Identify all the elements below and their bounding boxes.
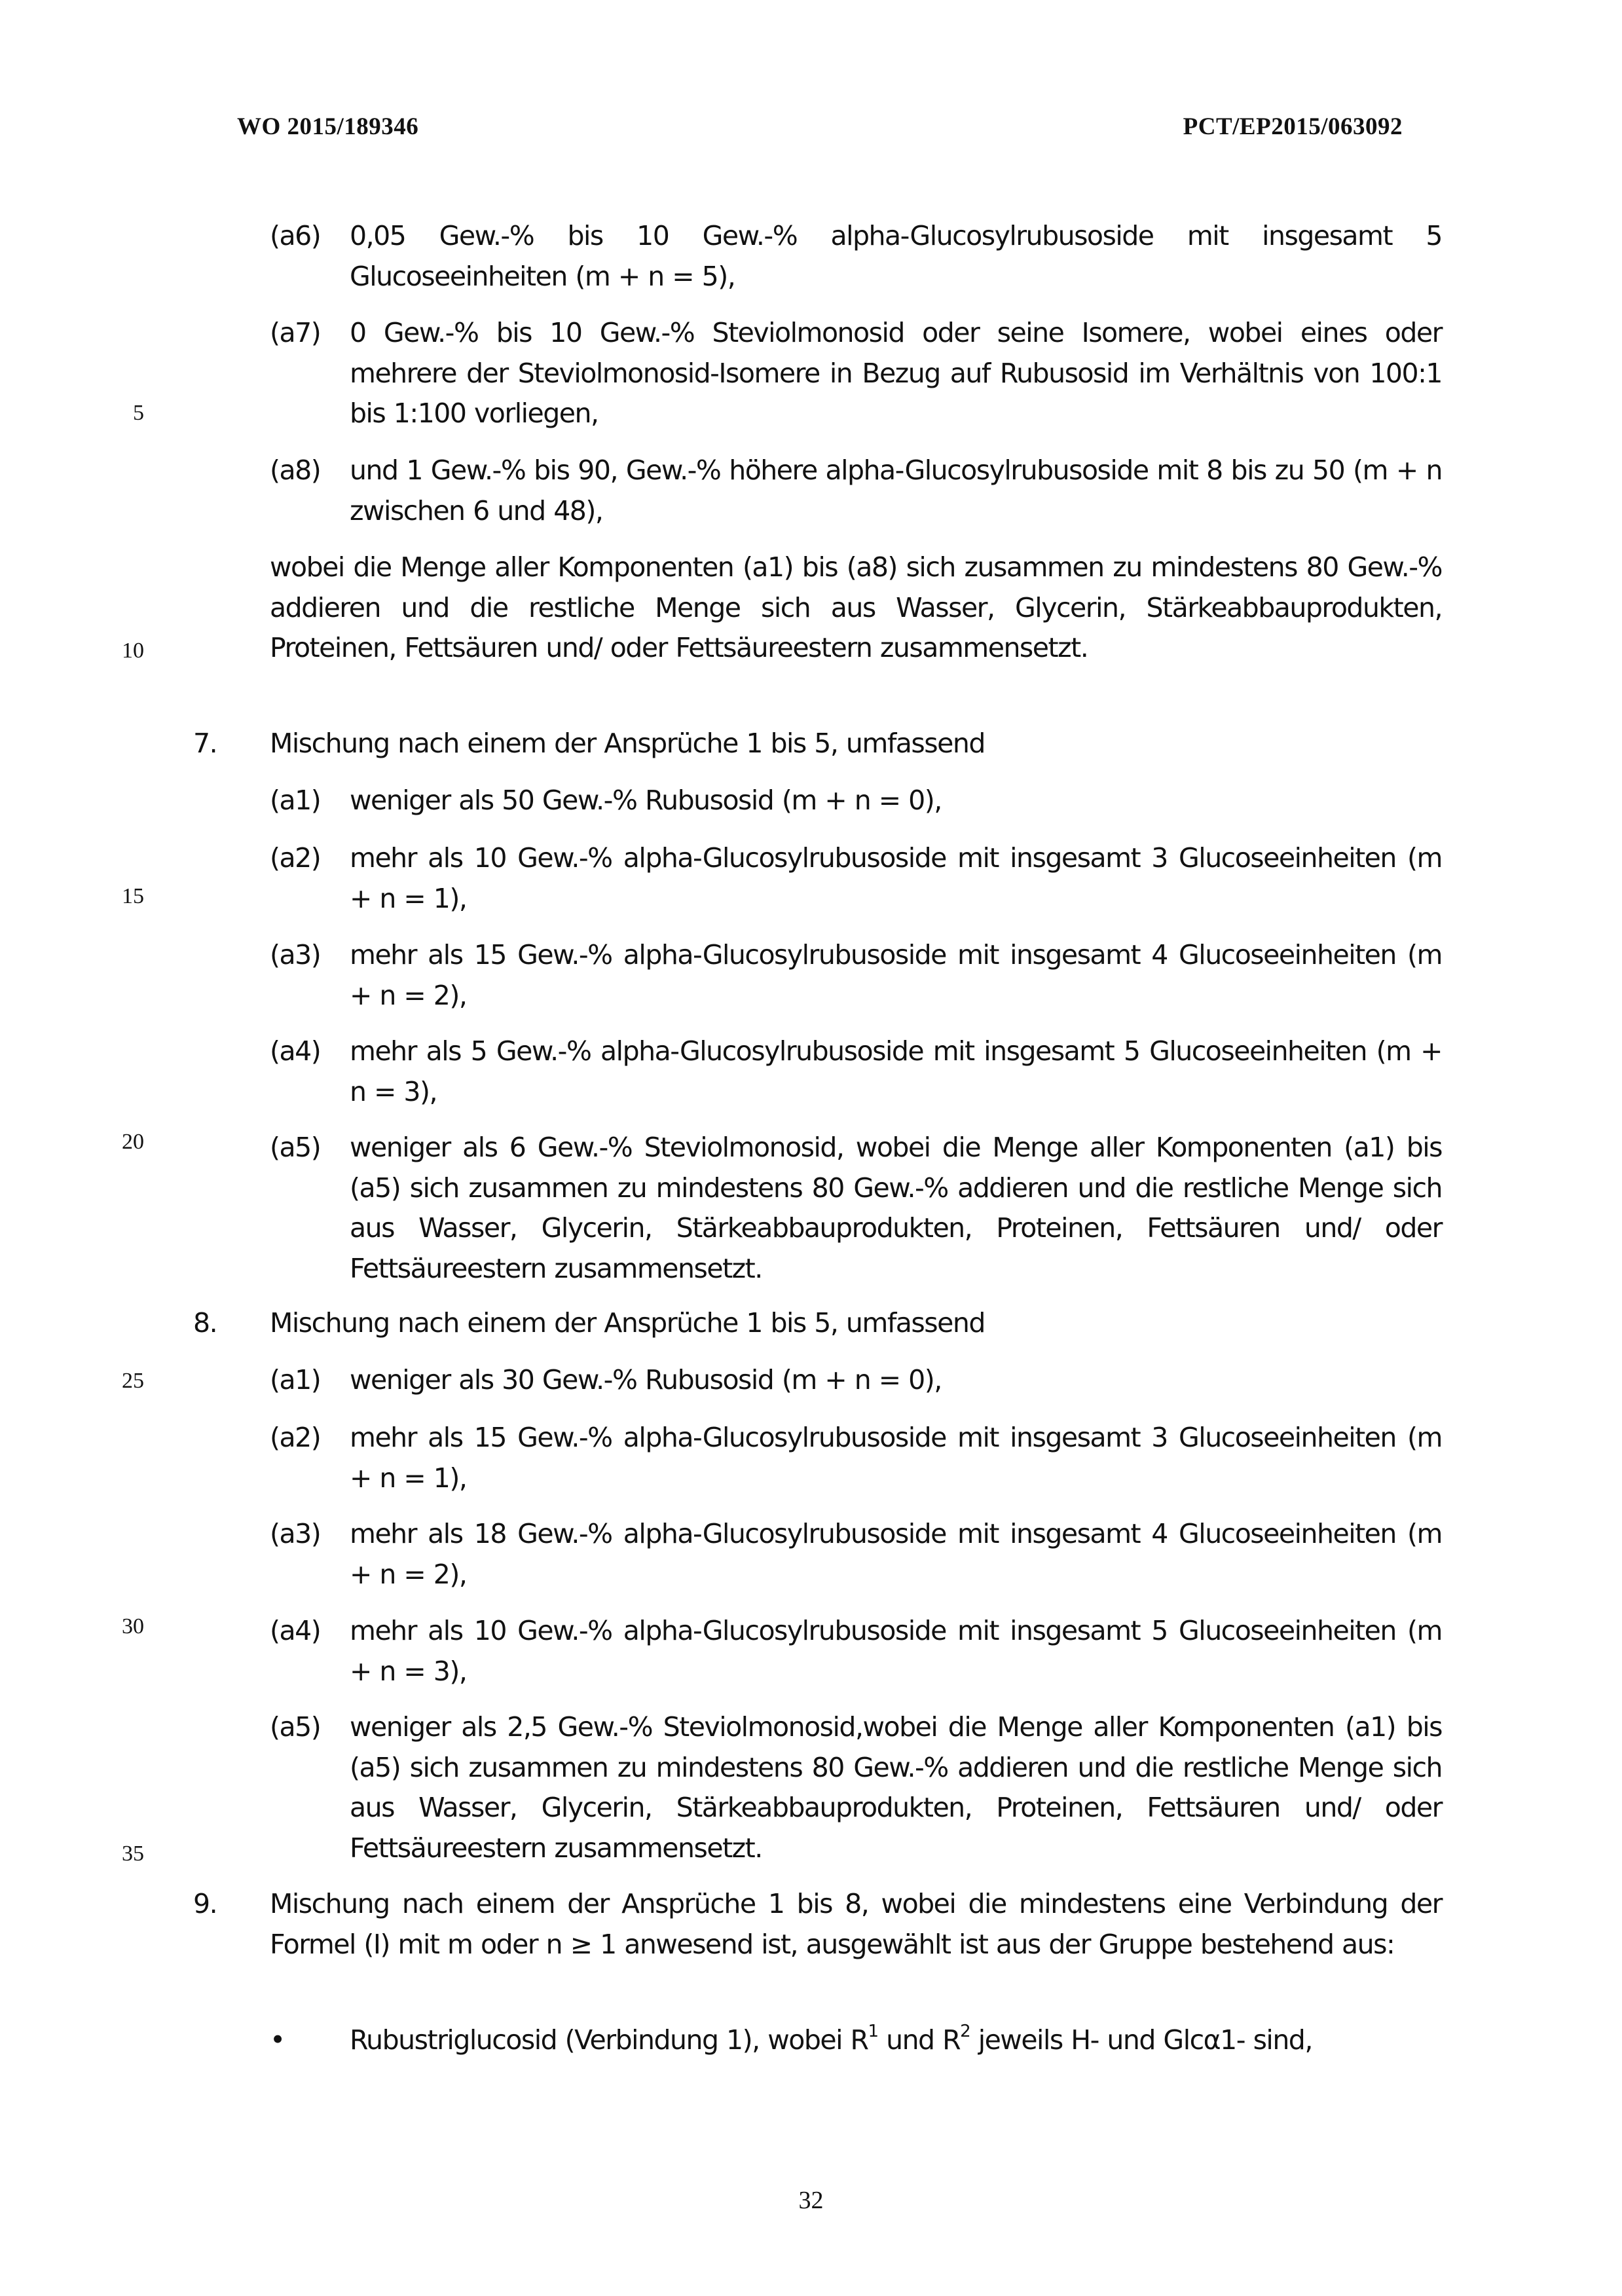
item-text: mehr als 10 Gew.-% alpha-Glucosylrubusoside mit insgesamt 5 Glucoseeinheiten (m + n = 3), <box>350 1615 1442 1687</box>
item-text: mehr als 18 Gew.-% alpha-Glucosylrubusoside mit insgesamt 4 Glucoseeinheiten (m + n = 2), <box>350 1518 1442 1590</box>
compound-text-part: und R <box>877 2024 961 2056</box>
item-label: (a4) <box>270 1615 321 1646</box>
line-number: 25 <box>122 1369 144 1393</box>
item-label: (a3) <box>270 939 321 971</box>
item-label: (a5) <box>270 1711 321 1743</box>
item-text: weniger als 30 Gew.-% Rubusosid (m + n = 0), <box>350 1364 942 1396</box>
continuation-paragraph: wobei die Menge aller Komponenten (a1) bis (a8) sich zusammen zu mindestens 80 Gew.-% addieren und die restliche Menge sich aus Wasser, Glycerin, Stärkeabbauprodukten, Proteinen, Fettsäuren und/ oder Fettsäureestern zusammensetzt. <box>270 551 1442 663</box>
claim-9 <box>193 1884 1442 1965</box>
compound-list-item <box>270 2020 1442 2061</box>
superscript: 2 <box>960 2022 970 2042</box>
claim-item-a5 <box>270 1707 1442 1868</box>
superscript: 1 <box>868 2022 878 2042</box>
item-text: weniger als 50 Gew.-% Rubusosid (m + n = 0), <box>350 785 942 816</box>
item-text: und 1 Gew.-% bis 90, Gew.-% höhere alpha-Glucosylrubusoside mit 8 bis zu 50 (m + n zwischen 6 und 48), <box>350 454 1442 527</box>
claim-intro: Mischung nach einem der Ansprüche 1 bis 5, umfassend <box>270 728 985 759</box>
bullet-icon: • <box>270 2024 285 2056</box>
claim-8 <box>193 1303 1442 1344</box>
line-number: 30 <box>122 1614 144 1639</box>
claim-item-a3 <box>270 1514 1442 1595</box>
item-text: 0 Gew.-% bis 10 Gew.-% Steviolmonosid oder seine Isomere, wobei eines oder mehrere der Steviolmonosid-Isomere in Bezug auf Rubusosid im Verhältnis von 100:1 bis 1:100 vorliegen, <box>350 317 1442 429</box>
line-number: 10 <box>122 639 144 663</box>
claim-item-a5 <box>270 1128 1442 1289</box>
item-label: (a4) <box>270 1035 321 1067</box>
item-label: (a8) <box>270 454 321 486</box>
item-text: weniger als 2,5 Gew.-% Steviolmonosid,wobei die Menge aller Komponenten (a1) bis (a5) sich zusammen zu mindestens 80 Gew.-% addieren und die restliche Menge sich aus Wasser, Glycerin, Stärkeabbauprodukten, Proteinen, Fettsäuren und/ oder Fettsäureestern zusammensetzt. <box>350 1711 1442 1864</box>
claim-7 <box>193 724 1442 764</box>
item-label: (a2) <box>270 842 321 874</box>
page-number: 32 <box>798 2187 824 2214</box>
claim-number: 9. <box>193 1888 217 1919</box>
item-label: (a1) <box>270 1364 321 1396</box>
line-number: 35 <box>122 1842 144 1866</box>
item-label: (a3) <box>270 1518 321 1549</box>
item-label: (a5) <box>270 1132 321 1163</box>
claim-item-a7 <box>270 313 1442 434</box>
claim-item-a6 <box>270 216 1442 297</box>
item-label: (a2) <box>270 1422 321 1453</box>
item-text: mehr als 15 Gew.-% alpha-Glucosylrubusoside mit insgesamt 4 Glucoseeinheiten (m + n = 2), <box>350 939 1442 1011</box>
line-number: 5 <box>133 401 144 425</box>
item-text: mehr als 5 Gew.-% alpha-Glucosylrubusoside mit insgesamt 5 Glucoseeinheiten (m + n = 3), <box>350 1035 1442 1107</box>
claim-intro: Mischung nach einem der Ansprüche 1 bis 8, wobei die mindestens eine Verbindung der Formel (I) mit m oder n ≥ 1 anwesend ist, ausgewählt ist aus der Gruppe bestehend aus: <box>270 1888 1442 1960</box>
item-text: mehr als 15 Gew.-% alpha-Glucosylrubusoside mit insgesamt 3 Glucoseeinheiten (m + n = 1), <box>350 1422 1442 1494</box>
publication-number: WO 2015/189346 <box>237 113 419 140</box>
item-text: mehr als 10 Gew.-% alpha-Glucosylrubusoside mit insgesamt 3 Glucoseeinheiten (m + n = 1), <box>350 842 1442 914</box>
item-text: weniger als 6 Gew.-% Steviolmonosid, wobei die Menge aller Komponenten (a1) bis (a5) sich zusammen zu mindestens 80 Gew.-% addieren und die restliche Menge sich aus Wasser, Glycerin, Stärkeabbauprodukten, Proteinen, Fettsäuren und/ oder Fettsäureestern zusammensetzt. <box>350 1132 1442 1284</box>
item-label: (a7) <box>270 317 321 348</box>
claim-item-a1 <box>270 781 1442 821</box>
item-label: (a6) <box>270 220 321 251</box>
claim-item-a2 <box>270 838 1442 919</box>
item-label: (a1) <box>270 785 321 816</box>
claim-intro: Mischung nach einem der Ansprüche 1 bis 5, umfassend <box>270 1307 985 1339</box>
line-number: 20 <box>122 1130 144 1154</box>
compound-text-part: jeweils H- und Glcα1- sind, <box>970 2024 1312 2056</box>
compound-text <box>350 2020 1442 2061</box>
claim-item-a2 <box>270 1418 1442 1498</box>
line-number: 15 <box>122 884 144 908</box>
claim-item-a8 <box>270 451 1442 531</box>
application-number: PCT/EP2015/063092 <box>1183 113 1403 140</box>
compound-text-part: Rubustriglucosid (Verbindung 1), wobei R <box>350 2024 868 2056</box>
claim-number: 7. <box>193 728 217 759</box>
claim-number: 8. <box>193 1307 217 1339</box>
claim-item-a4 <box>270 1611 1442 1692</box>
item-text: 0,05 Gew.-% bis 10 Gew.-% alpha-Glucosylrubusoside mit insgesamt 5 Glucoseeinheiten (m + n = 5), <box>350 220 1442 292</box>
claim-item-a4 <box>270 1031 1442 1112</box>
claim-item-a3 <box>270 935 1442 1016</box>
claim-item-a1 <box>270 1360 1442 1401</box>
